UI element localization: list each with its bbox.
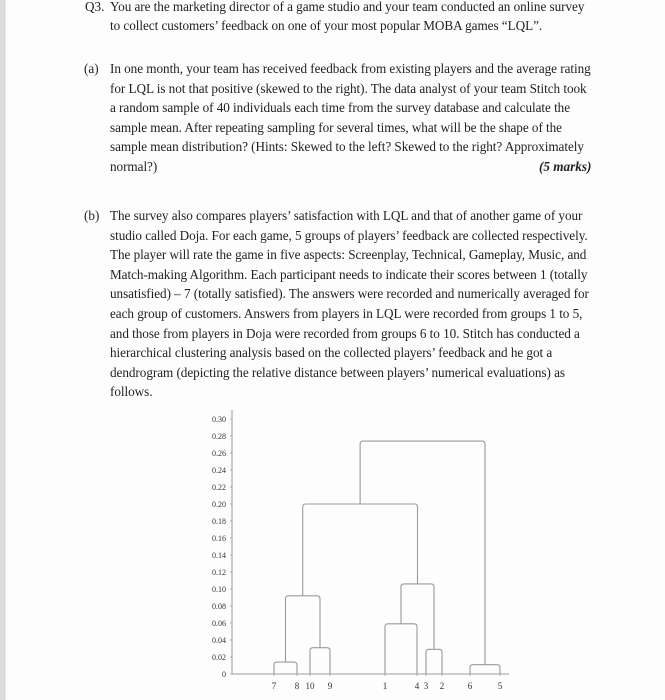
question-intro-line-1: You are the marketing director of a game studio and your team conducted an online survey xyxy=(110,0,585,14)
y-tick-label: 0.24 xyxy=(212,466,226,475)
dendrogram-link xyxy=(310,648,330,674)
dendrogram-link xyxy=(303,504,418,596)
leaf-label: 10 xyxy=(305,681,315,691)
y-tick-label: 0.04 xyxy=(212,636,226,645)
part-a-line-5: sample mean distribution? (Hints: Skewed to the left? Skewed to the right? Approximately xyxy=(110,139,584,155)
leaf-label: 3 xyxy=(423,681,429,691)
dendrogram-link xyxy=(360,441,485,665)
part-b-line-4: Match-making Algorithm. Each participant needs to indicate their scores between 1 (totally xyxy=(110,266,588,282)
dendrogram-links xyxy=(274,441,500,674)
y-tick-label: 0.06 xyxy=(212,619,226,628)
leaf-label: 9 xyxy=(327,681,333,691)
part-b-line-10: follows. xyxy=(110,384,153,400)
part-a-line-1: In one month, your team has received feedback from existing players and the average rating xyxy=(110,61,591,76)
dendrogram-link xyxy=(385,624,417,674)
y-tick-label: 0.10 xyxy=(212,585,226,594)
y-tick-label: 0.30 xyxy=(212,415,226,424)
part-b-line-2: studio called Doja. For each game, 5 groups of players’ feedback are collected respectively. xyxy=(110,227,588,243)
part-a-line-4: sample mean. After repeating sampling for several times, what will be the shape of the xyxy=(110,119,562,135)
y-tick-label: 0.14 xyxy=(212,551,226,560)
part-b-line-9: dendrogram (depicting the relative distance between players’ numerical evaluations) as xyxy=(110,364,565,380)
part-a-label: (a) xyxy=(84,61,99,76)
part-b-label: (b) xyxy=(84,208,100,223)
question-number: Q3. xyxy=(85,0,105,14)
leaf-label: 8 xyxy=(294,681,300,691)
y-tick-label: 0 xyxy=(222,670,226,679)
leaf-label: 4 xyxy=(414,681,420,691)
part-a-marks: (5 marks) xyxy=(539,159,592,174)
part-a-line-6: normal?) xyxy=(110,159,158,174)
part-b-line-7: and those from players in Doja were recorded from groups 6 to 10. Stitch has conducted a xyxy=(110,325,580,341)
dendrogram-link xyxy=(274,662,297,674)
part-b-line-6: each group of customers. Answers from players in LQL were recorded from groups 1 to 5, xyxy=(110,306,583,321)
y-tick-label: 0.12 xyxy=(212,568,226,577)
part-b-line-5: unsatisfied) – 7 (totally satisfied). The answers were recorded and numerically averaged for xyxy=(110,286,589,302)
part-b-line-8: hierarchical clustering analysis based on the collected players’ feedback and he got a xyxy=(110,345,553,361)
y-tick-label: 0.16 xyxy=(212,534,226,543)
dendrogram-link xyxy=(426,649,442,674)
part-b-line-3: The player will rate the game in five aspects: Screenplay, Technical, Gameplay, Music, and xyxy=(110,247,587,263)
part-b-line-1: The survey also compares players’ satisfaction with LQL and that of another game of your xyxy=(110,208,583,223)
dendrogram-link xyxy=(470,665,500,674)
leaf-label: 2 xyxy=(439,681,445,691)
part-a-line-3: a random sample of 40 individuals each time from the survey database and calculate the xyxy=(110,100,571,116)
question-intro-line-2: to collect customers’ feedback on one of your most popular MOBA games “LQL”. xyxy=(110,18,543,33)
y-tick-label: 0.26 xyxy=(212,449,226,458)
leaf-label: 1 xyxy=(382,681,388,691)
y-tick-label: 0.20 xyxy=(212,500,226,509)
leaf-label: 5 xyxy=(497,681,503,691)
leaf-label: 7 xyxy=(271,681,277,691)
y-tick-label: 0.22 xyxy=(212,483,226,492)
part-a-line-2: for LQL is not that positive (skewed to the right). The data analyst of your team Stitch took xyxy=(110,80,587,96)
dendrogram-link xyxy=(286,596,321,662)
y-tick-label: 0.28 xyxy=(212,432,226,441)
y-tick-label: 0.18 xyxy=(212,517,226,526)
leaf-labels xyxy=(272,674,503,691)
y-tick-label: 0.08 xyxy=(212,602,226,611)
leaf-label: 6 xyxy=(467,681,473,691)
y-tick-label: 0.02 xyxy=(212,653,226,662)
